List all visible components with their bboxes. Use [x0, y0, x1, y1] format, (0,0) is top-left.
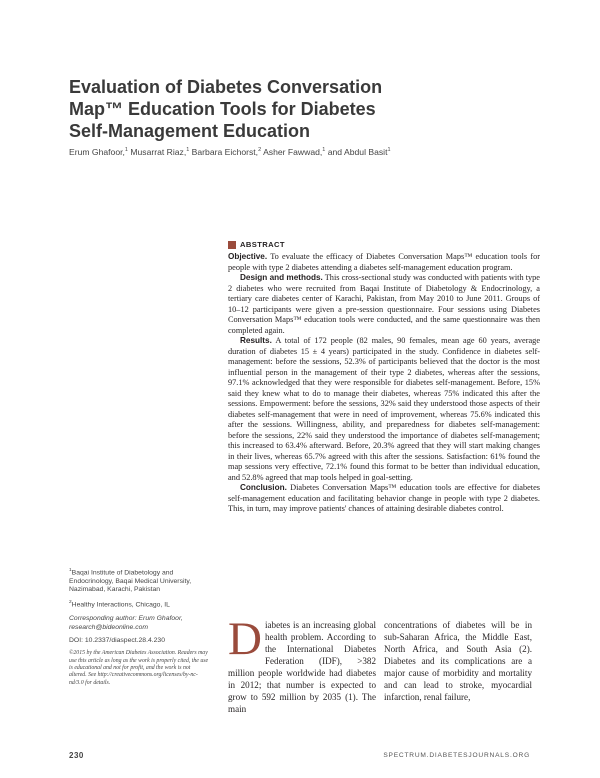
abstract-heading	[228, 240, 540, 250]
author-affil-sup: 2	[258, 147, 262, 154]
corresponding-text: Corresponding author: Erum Ghafoor, research@bideonline.com	[69, 615, 183, 631]
results-label: Results.	[240, 336, 272, 345]
affiliation-1	[69, 567, 209, 594]
design-label: Design and methods.	[240, 273, 323, 282]
title-line: Self-Management Education	[69, 121, 311, 141]
conclusion-label: Conclusion.	[240, 483, 287, 492]
abstract-section	[228, 240, 540, 515]
author-name: Barbara Eichorst,	[191, 147, 259, 157]
abstract-conclusion	[228, 483, 540, 515]
author-affil-sup: 1	[322, 147, 326, 154]
article-title	[69, 76, 429, 142]
author-name: Erum Ghafoor,	[69, 147, 125, 157]
drop-cap: D	[228, 613, 262, 665]
page-number: 230	[69, 751, 84, 760]
doi: DOI: 10.2337/diaspect.28.4.230	[69, 636, 165, 644]
title-line: Map™ Education Tools for Diabetes	[69, 99, 376, 119]
abstract-design	[228, 273, 540, 336]
square-bullet-icon	[228, 241, 236, 249]
affiliation-text: Baqai Institute of Diabetology and Endocrinology, Baqai Medical University, Nazimabad, Karachi, Pakistan	[69, 569, 192, 594]
affil-sup: 2	[69, 600, 72, 606]
abstract-results	[228, 336, 540, 483]
body-text: concentrations of diabetes will be in sub-Saharan Africa, the Middle East, North Africa, and South Asia (2). Diabetes and its complications are a major cause of morbidity and mortality and can lead to stroke, myocardial infarction, renal failure,	[384, 620, 532, 702]
results-text: A total of 172 people (82 males, 90 females, mean age 60 years, average duration of diabetes 15 ± 4 years) participated in the study. Confidence in diabetes self-management: before the sessions, 52.3% of participants believed that the doctor is the most influential person in the management of their type 2 diabetes, whereas after the sessions, 97.1% acknowledged that they were responsible for diabetes self-management. Before, 15% said they knew what to do to manage their diabetes, whereas 75% indicated this after the sessions. Empowerment: before the sessions, 32% said they understood those aspects of their diabetes self-management that were in need of improvement, whereas 75.6% indicated this after the sessions. Willingness, ability, and preparedness for diabetes self-management: before the sessions, 22% said they understood the importance of diabetes self-management; this increased to 63.4% afterward. Before, 20.3% agreed that they will start making changes in their lives, whereas 65.7% agreed with this after the sessions. Satisfaction: 61% found the map sessions very effective, 72.1% found this format to be better than individual education, and 52.8% agreed that map tools helped in goal-setting.	[228, 336, 540, 482]
body-column-1	[228, 613, 376, 715]
affil-sup: 1	[69, 568, 72, 573]
abstract-heading-label: ABSTRACT	[240, 240, 285, 249]
conclusion-text: Diabetes Conversation Maps™ education tools are effective for diabetes self-management education and facilitating behavior change in people with type 2 diabetes. This, in turn, may improve patients' chances of attaining desirable diabetes control.	[228, 483, 540, 513]
author-name: and Abdul Basit	[327, 147, 388, 157]
body-text: iabetes is an increasing global health problem. According to the International Diabetes Federation (IDF), >382 million people worldwide had diabetes in 2012; that number is expected to grow to 592 million by 2035 (1). The main	[228, 620, 376, 714]
intro-paragraph	[228, 613, 376, 715]
design-text: This cross-sectional study was conducted with patients with type 2 diabetes who were recruited from Baqai Institute of Diabetology & Endocrinology, a tertiary care diabetes center of Karachi, Pakistan, from May 2010 to June 2011. Groups of 10–12 participants were given a pre-session questionnaire. Four sessions using Diabetes Conversation Maps™ education tools were conducted, and the same questionnaire was then completed again.	[228, 273, 540, 335]
journal-url: SPECTRUM.DIABETESJOURNALS.ORG	[383, 752, 530, 759]
author-affil-sup: 1	[124, 147, 128, 154]
abstract-objective	[228, 252, 540, 273]
corresponding-author	[69, 615, 209, 632]
author-affil-sup: 1	[186, 147, 190, 154]
author-list	[69, 147, 489, 157]
body-column-2	[384, 619, 532, 703]
footnotes	[69, 567, 209, 692]
author-name: Asher Fawwad,	[263, 147, 323, 157]
objective-label: Objective.	[228, 252, 268, 261]
copyright-notice: ©2015 by the American Diabetes Association. Readers may use this article as long as the work is properly cited, the use is educational and not for profit, and the work is not altered. See http://creativecommons.org/licenses/by-nc-nd/3.0 for details.	[69, 650, 209, 686]
affiliation-2	[69, 599, 209, 610]
author-name: Musarrat Riaz,	[130, 147, 187, 157]
objective-text: To evaluate the efficacy of Diabetes Conversation Maps™ education tools for people with type 2 diabetes attending a diabetes self-management education program.	[228, 252, 540, 272]
title-line: Evaluation of Diabetes Conversation	[69, 77, 383, 97]
author-affil-sup: 1	[387, 147, 391, 154]
affiliation-text: Healthy Interactions, Chicago, IL	[71, 601, 170, 609]
